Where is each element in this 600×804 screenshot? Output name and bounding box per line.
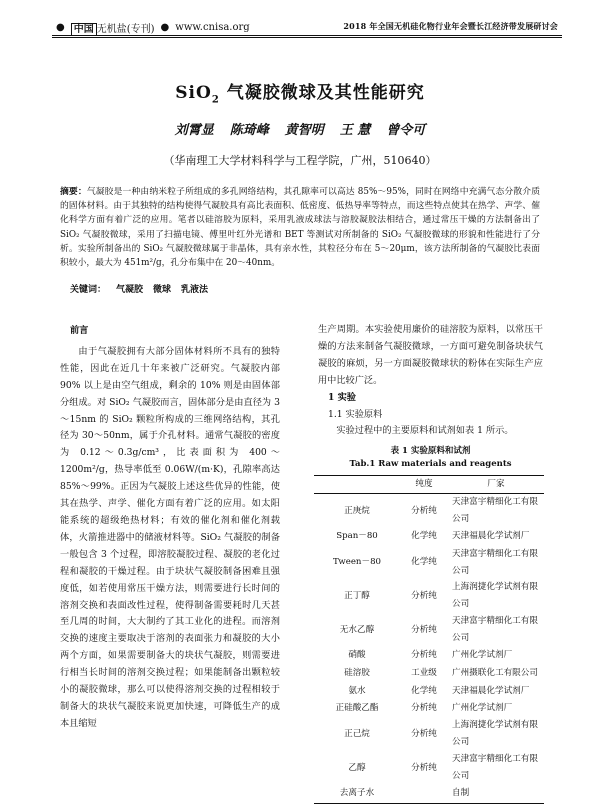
material-name-cell: 正丁醇 — [344, 590, 370, 601]
manufacturer-cell: 天津富宇精细化工有限公司 — [452, 754, 538, 782]
affiliation: （华南理工大学材料科学与工程学院，广州，510640） — [163, 154, 437, 167]
material-name-cell: Span－80 — [336, 531, 378, 542]
left-column — [60, 323, 280, 733]
subsection-heading-materials: 1.1 实验原料 — [328, 408, 383, 420]
running-header-left — [56, 20, 250, 35]
table-row — [314, 785, 544, 803]
abstract-label: 摘要： — [60, 187, 87, 197]
keyword: 气凝胶 — [116, 285, 144, 295]
purity-cell: 工业级 — [411, 668, 437, 679]
author-list — [0, 119, 600, 138]
purity-cell: 分析纯 — [411, 590, 437, 601]
journal-url: www.cnisa.org — [175, 22, 250, 33]
table-row — [314, 700, 544, 718]
table-row — [314, 682, 544, 700]
keywords-label: 关键词： — [70, 285, 107, 295]
manufacturer-cell: 天津富宇精细化工有限公司 — [452, 497, 538, 525]
header-rule-thin — [52, 37, 562, 38]
manufacturer-cell: 广州摄联化工有限公司 — [452, 668, 538, 679]
title-subscript: 2 — [211, 94, 220, 106]
author: 黄智明 — [284, 123, 324, 138]
purity-cell: 化学纯 — [411, 531, 437, 542]
header-cell: 纯度 — [400, 476, 448, 494]
author: 陈琦峰 — [229, 123, 269, 138]
purity-cell: 分析纯 — [411, 703, 437, 714]
header-bullet: ● — [56, 22, 65, 33]
paper-title — [0, 78, 600, 105]
material-name-cell: 正庚烷 — [344, 505, 370, 516]
material-name-cell: 氨水 — [348, 685, 366, 696]
material-name-cell: 正硅酸乙酯 — [335, 703, 379, 714]
journal-brand — [71, 20, 155, 35]
material-name-cell: 乙醇 — [348, 762, 366, 773]
table-row — [314, 751, 544, 785]
material-name-cell: 去离子水 — [314, 785, 400, 803]
section-heading-intro: 前言 — [70, 325, 89, 336]
author: 曾令可 — [386, 123, 426, 138]
section-heading-experiment: 1 实验 — [328, 391, 356, 403]
table-row — [314, 494, 544, 528]
table-row — [314, 579, 544, 613]
right-column — [318, 322, 543, 804]
purity-cell: 化学纯 — [411, 557, 437, 568]
journal-prefix-box: 中国 — [71, 23, 97, 36]
abstract-text: 气凝胶是一种由纳米粒子所组成的多孔网络结构，其孔隙率可以高达 85%～95%，同时在网络中充满气态分散介质的固体材料。由于其独特的结构使得气凝胶具有高比表面积、低密度、低热导率等特点，而这些特点使其在热学、声学、催化科学方面有着广泛的应用。笔者以硅溶胶为原料，采用乳液成球法与溶胶凝胶法相结合，通过常压干燥的方法制备出了 SiO₂ 气凝胶微球，采用了扫描电镜、傅里叶红外光谱和 BET 等测试对所制备的 SiO₂ 气凝胶微球的形貌和性能进行了分析。实验所制备出的 SiO₂ 气凝胶微球属于非晶体，具有亲水性，其粒径分布在 5～20μm，该方法所制备的气凝胶比表面积较小，最大为 451m²/g，孔分布集中在 20～40nm。 — [60, 187, 540, 269]
manufacturer-cell: 天津富宇精细化工有限公司 — [452, 616, 538, 644]
journal-name: 无机盐(专刊) — [96, 24, 155, 35]
manufacturer-cell: 天津富宇精细化工有限公司 — [452, 548, 538, 576]
purity-cell: 分析纯 — [411, 624, 437, 635]
table-caption-en: Tab.1 Raw materials and reagents — [349, 459, 512, 470]
material-name-cell: Tween－80 — [332, 557, 382, 568]
purity-cell — [400, 785, 448, 803]
manufacturer-cell: 广州化学试剂厂 — [452, 650, 513, 661]
conference-name: 2018 年全国无机硅化物行业年会暨长江经济带发展研讨会 — [343, 21, 558, 31]
purity-cell: 分析纯 — [411, 728, 437, 739]
material-name-cell: 无水乙醇 — [339, 624, 375, 635]
keyword: 微球 — [153, 285, 172, 295]
table-caption-cn: 表 1 实验原料和试剂 — [390, 446, 471, 457]
keywords — [70, 282, 208, 295]
table-row — [314, 717, 544, 751]
header-cell — [314, 476, 400, 494]
table-row — [314, 613, 544, 647]
manufacturer-cell: 天津福晨化学试剂厂 — [452, 531, 530, 542]
table-body — [314, 494, 544, 803]
header-cell: 厂家 — [448, 476, 544, 494]
manufacturer-cell: 上海润捷化学试剂有限公司 — [452, 582, 538, 610]
manufacturer-cell: 天津福晨化学试剂厂 — [452, 685, 530, 696]
manufacturer-cell: 自制 — [448, 785, 544, 803]
intro-paragraph: 由于气凝胶拥有大部分固体材料所不具有的独特性能，因此在近几十年来被广泛研究。气凝胶内部 90% 以上是由空气组成，剩余的 10% 则是由固体部分组成。对 SiO₂ 气凝胶而言，固体部分是由直径为 3～15nm 的 SiO₂ 颗粒所构成的三维网络结构，其孔径为 30～50nm，属于介孔材料。通常气凝胶的密度为 0.12～0.3g/cm³，比表面积为 400～1200m²/g，热导率低至 0.06W/(m·K)，孔隙率高达 85%～99%。正因为气凝胶上述这些优异的性能，使其在热学、声学、催化方面有着广泛的应用。如太阳能系统的超级绝热材料；有效的催化剂和催化剂载体，火箭推进器中的储液材料等。SiO₂ 气凝胶的制备一般包含 3 个过程，即溶胶凝胶过程、凝胶的老化过程和凝胶的干燥过程。由于块状气凝胶制备困难且强度低，如若使用常压干燥方法，则需要进行长时间的溶剂交换和表面改性过程，使得制备需要耗时几天甚至几周的时间，大大制约了其工业化的进程。而溶剂交换的速度主要取决于溶剂的表面张力和凝胶的大小两个方面，如果需要制备大的块状气凝胶，则需要进行相当长时间的溶剂交换过程；如果能制备出颗粒较小的凝胶微球，那么可以使得溶剂交换的过程相较于制备大的块状气凝胶来说更加快速，可降低生产的成本且缩短 — [60, 345, 280, 729]
material-name-cell: 正己烷 — [344, 728, 370, 739]
title-formula: SiO — [175, 83, 212, 103]
purity-cell: 分析纯 — [411, 762, 437, 773]
header-rule — [52, 35, 562, 36]
url-bullet: ● — [160, 22, 170, 33]
table-row — [314, 647, 544, 665]
table-row — [314, 665, 544, 683]
material-name-cell: 硝酸 — [348, 650, 366, 661]
keyword: 乳液法 — [181, 285, 209, 295]
purity-cell: 化学纯 — [411, 685, 437, 696]
author: 刘霄显 — [174, 123, 214, 138]
table-header-row — [314, 476, 544, 494]
table-row — [314, 546, 544, 580]
abstract — [60, 185, 540, 270]
title-text: 气凝胶微球及其性能研究 — [219, 83, 425, 103]
manufacturer-cell: 广州化学试剂厂 — [452, 703, 513, 714]
purity-cell: 分析纯 — [411, 505, 437, 516]
material-name-cell: 硅溶胶 — [344, 668, 370, 679]
manufacturer-cell: 上海润捷化学试剂有限公司 — [452, 720, 538, 748]
intro-paragraph-continued: 生产周期。本实验使用廉价的硅溶胶为原料，以常压干燥的方法来制备气凝胶微球，一方面可避免制备块状气凝胶的麻烦，另一方面凝胶微球状的粉体在实际生产应用中比较广泛。 — [318, 324, 543, 386]
table-row — [314, 528, 544, 546]
materials-table — [314, 475, 544, 803]
author: 王 慧 — [339, 123, 371, 138]
purity-cell: 分析纯 — [411, 650, 437, 661]
materials-paragraph: 实验过程中的主要原料和试剂如表 1 所示。 — [336, 425, 514, 437]
